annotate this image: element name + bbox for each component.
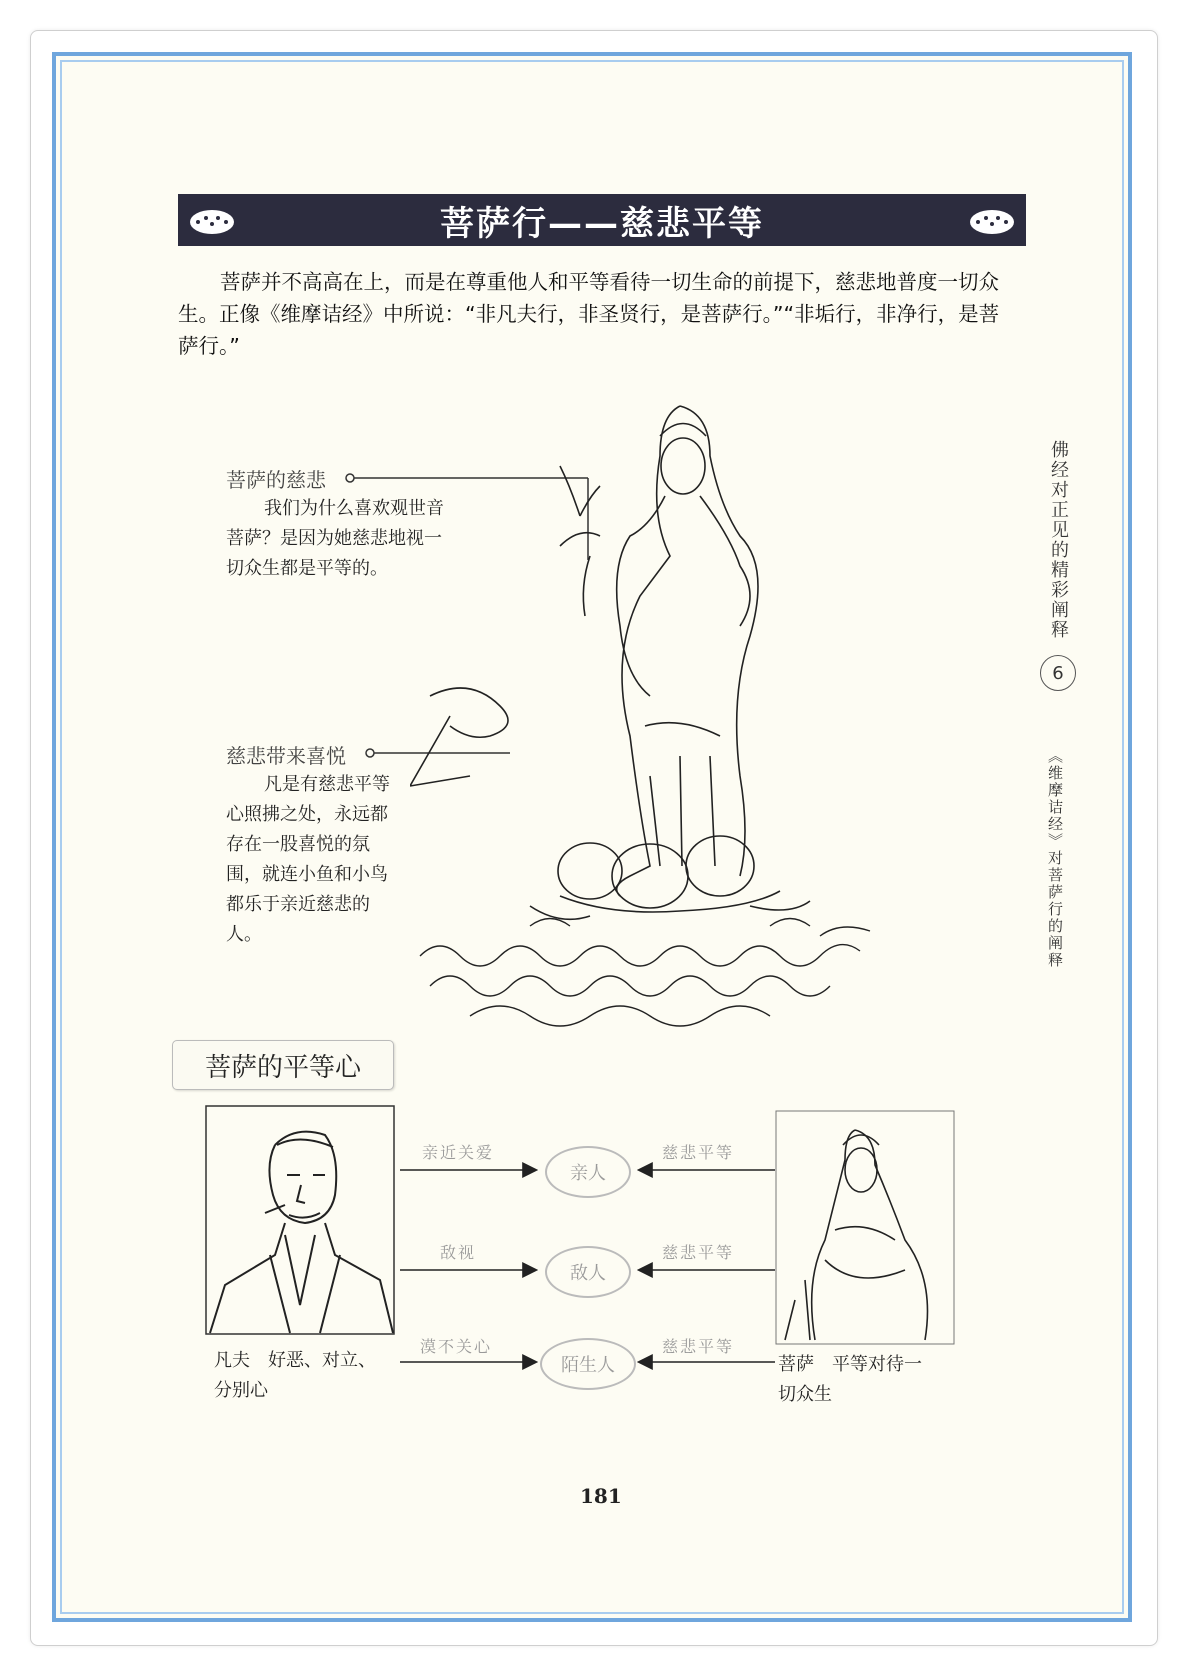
lotus-ornament-icon [968, 204, 1016, 236]
page-title: 菩萨行——慈悲平等 [440, 203, 764, 244]
intro-paragraph: 菩萨并不高高在上，而是在尊重他人和平等看待一切生命的前提下，慈悲地普度一切众生。正像《维摩诘经》中所说：“非凡夫行，非圣贤行，是菩萨行。”“非垢行，非净行，是菩萨行。” [178, 270, 1000, 358]
guanyin-illustration [410, 396, 950, 1036]
bodhisattva-caption-2: 切众生 [778, 1384, 832, 1405]
section-title-compassion: 菩萨的慈悲 [226, 468, 326, 492]
arrow-label: 慈悲平等 [662, 1143, 735, 1162]
section-subtitle: 《维摩诘经》对菩萨行的阐释 [1046, 748, 1064, 969]
ordinary-caption-2: 分别心 [214, 1380, 268, 1401]
bodhisattva-caption: 菩萨 平等对待一 [778, 1354, 922, 1375]
arrow-label: 漠不关心 [420, 1337, 493, 1356]
arrow-label: 敌视 [440, 1243, 477, 1262]
arrow-label: 亲近关爱 [422, 1143, 495, 1162]
ordinary-caption: 凡夫 好恶、对立、 [214, 1350, 376, 1371]
target-oval: 敌人 [545, 1246, 631, 1298]
ordinary-man-illustration [205, 1105, 395, 1335]
page-number: 181 [580, 1484, 622, 1508]
title-banner [178, 194, 1026, 246]
target-oval: 亲人 [545, 1146, 631, 1198]
diagram-title: 菩萨的平等心 [172, 1040, 394, 1090]
lotus-ornament-icon [188, 204, 236, 236]
section-title-joy: 慈悲带来喜悦 [226, 744, 346, 768]
arrow-label: 慈悲平等 [662, 1337, 735, 1356]
chapter-title: 佛经对正见的精彩阐释 [1048, 440, 1069, 640]
section-body-joy: 凡是有慈悲平等心照拂之处，永远都存在一股喜悦的氛围，就连小鱼和小鸟都乐于亲近慈悲的人。 [226, 774, 390, 945]
target-oval: 陌生人 [540, 1338, 636, 1390]
arrow-label: 慈悲平等 [662, 1243, 735, 1262]
section-body-compassion: 我们为什么喜欢观世音菩萨？是因为她慈悲地视一切众生都是平等的。 [226, 498, 444, 579]
bodhisattva-illustration [775, 1110, 955, 1345]
chapter-number: 6 [1040, 655, 1076, 691]
